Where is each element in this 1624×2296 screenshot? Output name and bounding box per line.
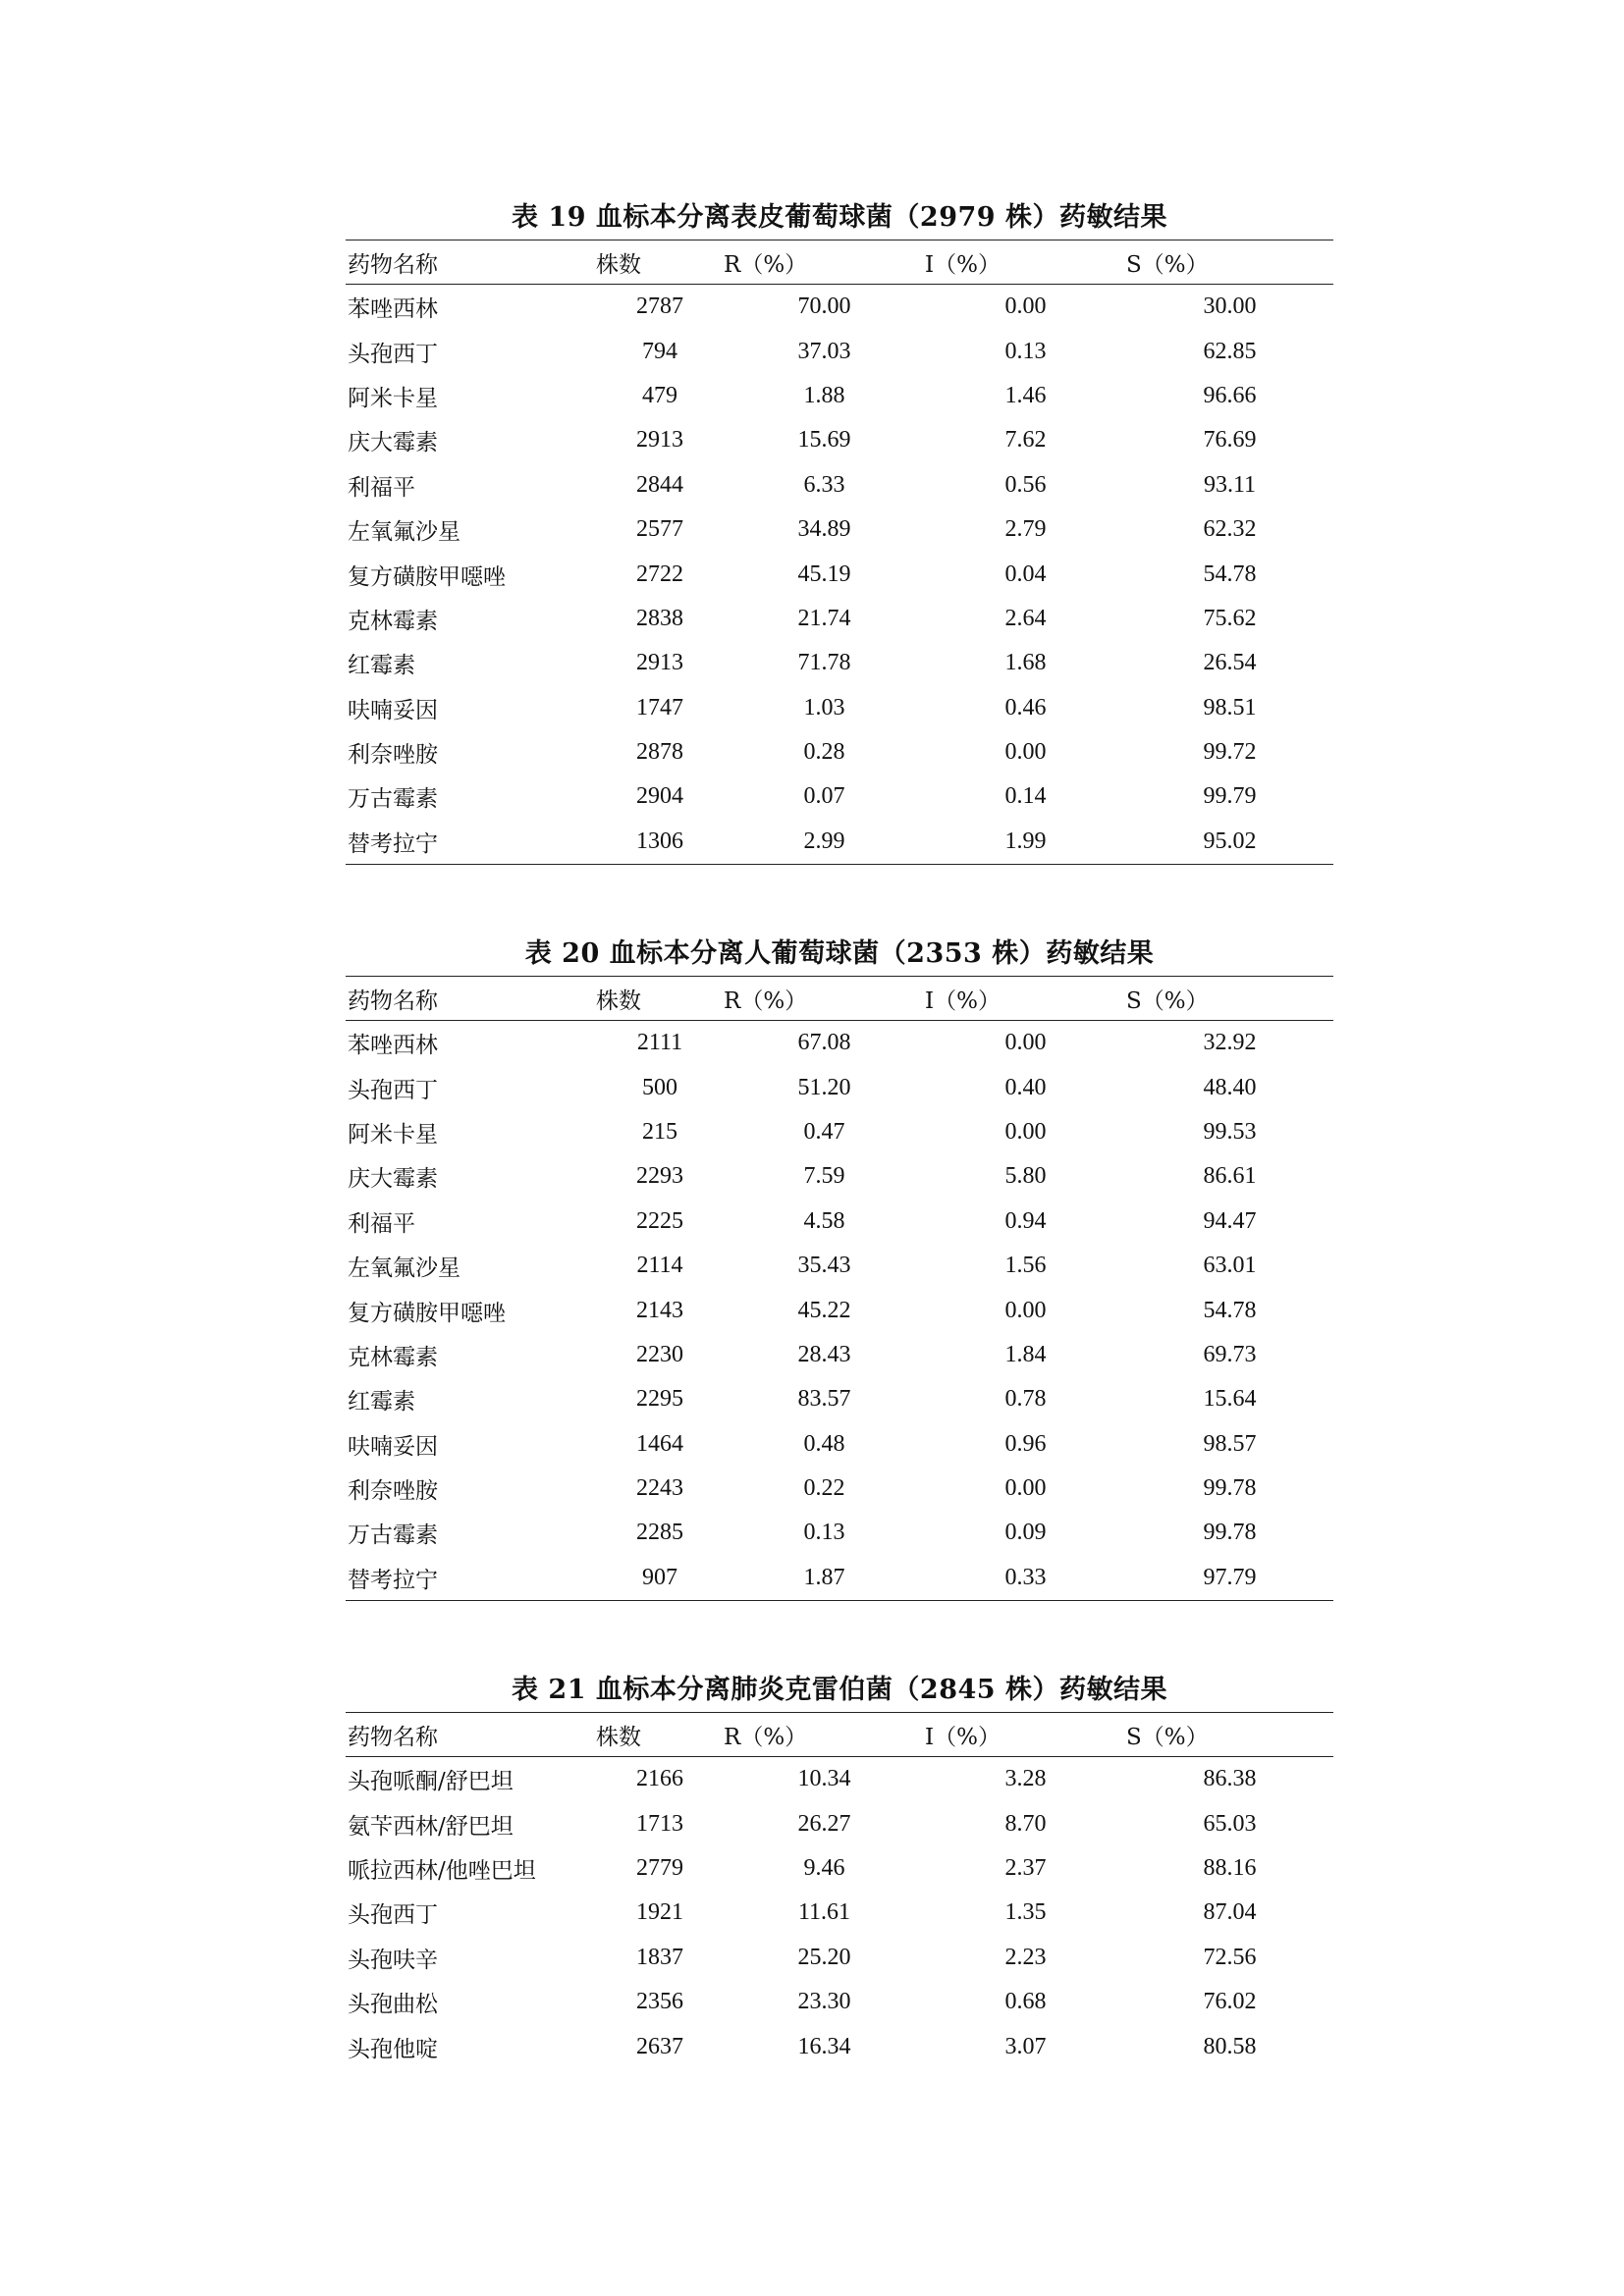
susceptible-cell: 86.61 [1203,1163,1257,1190]
susceptible-cell: 86.38 [1203,1766,1257,1792]
table-row [346,597,1333,641]
susceptible-cell: 72.56 [1203,1944,1257,1970]
count-cell: 2779 [636,1854,683,1881]
drug-name-cell: 阿米卡星 [348,385,438,411]
header-drug-name: 药物名称 [348,251,438,278]
header-resistant: R（%） [724,1724,808,1750]
intermediate-cell: 0.04 [1004,561,1047,587]
table-row [346,374,1333,418]
intermediate-cell: 5.80 [1004,1163,1047,1190]
table-row [346,1021,1333,1066]
drug-name-cell: 头孢西丁 [348,1077,438,1103]
header-resistant: R（%） [724,251,808,278]
drug-name-cell: 克林霉素 [348,608,438,634]
intermediate-cell: 0.00 [1004,1297,1047,1323]
susceptible-cell: 30.00 [1203,294,1257,320]
intermediate-cell: 2.37 [1004,1854,1047,1881]
resistant-cell: 23.30 [797,1989,851,2015]
resistant-cell: 37.03 [797,338,851,364]
susceptible-cell: 54.78 [1203,1297,1257,1323]
count-cell: 2114 [636,1253,683,1279]
susceptible-cell: 15.64 [1203,1386,1257,1413]
intermediate-cell: 1.84 [1004,1341,1047,1367]
table-row [346,1110,1333,1154]
table-row [346,1422,1333,1467]
count-cell: 2166 [636,1766,683,1792]
drug-name-cell: 利福平 [348,1210,415,1237]
count-cell: 2904 [636,783,683,810]
drug-name-cell: 利奈唑胺 [348,1478,438,1505]
susceptibility-table [346,1712,1333,2069]
count-cell: 794 [642,338,677,364]
header-drug-name: 药物名称 [348,988,438,1014]
drug-name-cell: 呋喃妥因 [348,697,438,723]
count-cell: 215 [642,1118,677,1145]
intermediate-cell: 0.14 [1004,783,1047,810]
count-cell: 2722 [636,561,683,587]
drug-name-cell: 庆大霉素 [348,1166,438,1193]
drug-name-cell: 万古霉素 [348,786,438,813]
intermediate-cell: 3.07 [1004,2033,1047,2059]
intermediate-cell: 0.00 [1004,1030,1047,1056]
count-cell: 2111 [636,1030,683,1056]
drug-name-cell: 红霉素 [348,653,415,679]
susceptible-cell: 76.69 [1203,427,1257,454]
intermediate-cell: 1.68 [1004,650,1047,676]
resistant-cell: 16.34 [797,2033,851,2059]
header-intermediate: I（%） [925,251,1001,278]
count-cell: 2838 [636,605,683,631]
table-row [346,1801,1333,1845]
intermediate-cell: 3.28 [1004,1766,1047,1792]
table-row [346,686,1333,730]
count-cell: 2285 [636,1520,683,1546]
count-cell: 2913 [636,650,683,676]
susceptible-cell: 98.51 [1203,694,1257,721]
drug-name-cell: 头孢西丁 [348,341,438,367]
intermediate-cell: 0.56 [1004,471,1047,498]
resistant-cell: 1.87 [724,1556,925,1601]
resistant-cell: 67.08 [797,1030,851,1056]
count-cell: 479 [642,382,677,408]
resistant-cell: 21.74 [797,605,851,631]
resistant-cell: 0.22 [803,1475,845,1502]
intermediate-cell: 0.78 [1004,1386,1047,1413]
table-block-20 [346,934,1333,1601]
resistant-cell: 83.57 [797,1386,851,1413]
drug-name-cell: 万古霉素 [348,1522,438,1549]
drug-name-cell: 氨苄西林/舒巴坦 [348,1813,514,1840]
header-count: 株数 [596,988,641,1014]
count-cell: 1921 [636,1899,683,1926]
count-cell: 1464 [636,1430,683,1457]
resistant-cell: 45.22 [797,1297,851,1323]
intermediate-cell: 7.62 [1004,427,1047,454]
resistant-cell: 1.88 [803,382,845,408]
drug-name-cell: 替考拉宁 [346,1556,596,1601]
intermediate-cell: 0.40 [1004,1074,1047,1100]
header-drug-name: 药物名称 [348,1724,438,1750]
drug-name-cell: 复方磺胺甲噁唑 [348,563,506,590]
drug-name-cell: 苯唑西林 [348,1033,438,1059]
resistant-cell: 0.07 [803,783,845,810]
drug-name-cell: 克林霉素 [348,1344,438,1370]
resistant-cell: 0.13 [803,1520,845,1546]
intermediate-cell: 0.00 [1004,1475,1047,1502]
header-susceptible: S（%） [1126,1724,1209,1750]
resistant-cell: 0.48 [803,1430,845,1457]
susceptible-cell: 76.02 [1203,1989,1257,2015]
susceptible-cell: 93.11 [1203,471,1257,498]
susceptible-cell: 62.32 [1203,516,1257,543]
intermediate-cell: 0.00 [1004,739,1047,766]
count-cell: 2225 [636,1207,683,1234]
intermediate-cell: 0.00 [1004,294,1047,320]
resistant-cell: 1.03 [803,694,845,721]
susceptibility-table [346,240,1333,865]
resistant-cell: 0.47 [803,1118,845,1145]
header-susceptible: S（%） [1126,251,1209,278]
count-cell: 1837 [636,1944,683,1970]
resistant-cell: 0.28 [803,739,845,766]
intermediate-cell: 2.79 [1004,516,1047,543]
drug-name-cell: 头孢呋辛 [348,1947,438,1973]
intermediate-cell: 0.96 [1004,1430,1047,1457]
susceptible-cell: 26.54 [1203,650,1257,676]
susceptible-cell: 98.57 [1203,1430,1257,1457]
intermediate-cell: 0.09 [1004,1520,1047,1546]
susceptible-cell: 97.79 [1126,1556,1333,1601]
table-row [346,1891,1333,1935]
count-cell: 500 [642,1074,677,1100]
susceptible-cell: 99.78 [1203,1520,1257,1546]
drug-name-cell: 利奈唑胺 [348,742,438,769]
header-count: 株数 [596,251,641,278]
table-row [346,1511,1333,1555]
count-cell: 2878 [636,739,683,766]
resistant-cell: 7.59 [803,1163,845,1190]
susceptible-cell: 80.58 [1203,2033,1257,2059]
count-cell: 1747 [636,694,683,721]
drug-name-cell: 头孢他啶 [348,2036,438,2062]
drug-name-cell: 头孢西丁 [348,1902,438,1929]
table-title: 表 19 血标本分离表皮葡萄球菌（2979 株）药敏结果 [512,202,1167,233]
susceptible-cell: 88.16 [1203,1854,1257,1881]
table-row [346,552,1333,596]
intermediate-cell: 0.94 [1004,1207,1047,1234]
resistant-cell: 15.69 [797,427,851,454]
table-row [346,1936,1333,1980]
table-row [346,1288,1333,1332]
table-row [346,774,1333,819]
header-intermediate: I（%） [925,988,1001,1014]
table-header-row [346,240,1333,285]
susceptible-cell: 99.53 [1203,1118,1257,1145]
table-title: 表 20 血标本分离人葡萄球菌（2353 株）药敏结果 [524,938,1155,969]
table-header-row [346,977,1333,1021]
resistant-cell: 51.20 [797,1074,851,1100]
table-row [346,1980,1333,2024]
header-resistant: R（%） [724,988,808,1014]
count-cell: 2787 [636,294,683,320]
susceptible-cell: 65.03 [1203,1810,1257,1837]
drug-name-cell: 呋喃妥因 [348,1433,438,1460]
table-row [346,1757,1333,1802]
drug-name-cell: 阿米卡星 [348,1121,438,1148]
count-cell: 1306 [596,820,724,865]
table-row [346,730,1333,774]
drug-name-cell: 苯唑西林 [348,296,438,323]
count-cell: 907 [596,1556,724,1601]
resistant-cell: 34.89 [797,516,851,543]
resistant-cell: 9.46 [803,1854,845,1881]
table-row [346,1333,1333,1377]
table-row [346,1467,1333,1511]
count-cell: 2356 [636,1989,683,2015]
table-block-21 [346,1671,1333,2069]
table-row [346,1846,1333,1891]
resistant-cell: 25.20 [797,1944,851,1970]
table-row [346,820,1333,865]
drug-name-cell: 头孢哌酮/舒巴坦 [348,1769,514,1795]
table-row [346,329,1333,373]
table-row [346,641,1333,685]
table-header-row [346,1713,1333,1757]
drug-name-cell: 头孢曲松 [348,1992,438,2018]
susceptible-cell: 95.02 [1126,820,1333,865]
resistant-cell: 26.27 [797,1810,851,1837]
drug-name-cell: 庆大霉素 [348,430,438,456]
resistant-cell: 45.19 [797,561,851,587]
table-row [346,1244,1333,1288]
intermediate-cell: 2.64 [1004,605,1047,631]
count-cell: 2913 [636,427,683,454]
intermediate-cell: 1.56 [1004,1253,1047,1279]
table-row [346,1377,1333,1421]
table-row [346,507,1333,552]
drug-name-cell: 复方磺胺甲噁唑 [348,1300,506,1326]
intermediate-cell: 8.70 [1004,1810,1047,1837]
susceptible-cell: 96.66 [1203,382,1257,408]
intermediate-cell: 0.46 [1004,694,1047,721]
resistant-cell: 35.43 [797,1253,851,1279]
count-cell: 2230 [636,1341,683,1367]
header-count: 株数 [596,1724,641,1750]
header-intermediate: I（%） [925,1724,1001,1750]
susceptible-cell: 54.78 [1203,561,1257,587]
drug-name-cell: 左氧氟沙星 [348,1255,460,1282]
resistant-cell: 71.78 [797,650,851,676]
table-row [346,2024,1333,2068]
drug-name-cell: 替考拉宁 [346,820,596,865]
resistant-cell: 10.34 [797,1766,851,1792]
resistant-cell: 2.99 [724,820,925,865]
resistant-cell: 70.00 [797,294,851,320]
drug-name-cell: 左氧氟沙星 [348,519,460,546]
intermediate-cell: 0.13 [1004,338,1047,364]
table-row [346,1154,1333,1199]
susceptible-cell: 69.73 [1203,1341,1257,1367]
susceptible-cell: 99.72 [1203,739,1257,766]
table-row [346,285,1333,330]
table-title: 表 21 血标本分离肺炎克雷伯菌（2845 株）药敏结果 [512,1675,1167,1705]
count-cell: 1713 [636,1810,683,1837]
count-cell: 2844 [636,471,683,498]
intermediate-cell: 2.23 [1004,1944,1047,1970]
resistant-cell: 6.33 [803,471,845,498]
susceptibility-table [346,976,1333,1601]
intermediate-cell: 0.00 [1004,1118,1047,1145]
count-cell: 2243 [636,1475,683,1502]
table-row [346,418,1333,462]
intermediate-cell: 1.35 [1004,1899,1047,1926]
table-row [346,1556,1333,1601]
table-row [346,1065,1333,1109]
drug-name-cell: 红霉素 [348,1389,415,1415]
count-cell: 2293 [636,1163,683,1190]
susceptible-cell: 48.40 [1203,1074,1257,1100]
resistant-cell: 11.61 [797,1899,851,1926]
susceptible-cell: 63.01 [1203,1253,1257,1279]
susceptible-cell: 87.04 [1203,1899,1257,1926]
intermediate-cell: 1.99 [925,820,1126,865]
susceptible-cell: 94.47 [1203,1207,1257,1234]
table-block-19 [346,198,1333,865]
intermediate-cell: 0.68 [1004,1989,1047,2015]
intermediate-cell: 0.33 [925,1556,1126,1601]
drug-name-cell: 哌拉西林/他唑巴坦 [348,1857,536,1884]
count-cell: 2637 [636,2033,683,2059]
count-cell: 2577 [636,516,683,543]
susceptible-cell: 32.92 [1203,1030,1257,1056]
header-susceptible: S（%） [1126,988,1209,1014]
susceptible-cell: 99.78 [1203,1475,1257,1502]
susceptible-cell: 75.62 [1203,605,1257,631]
table-row [346,1200,1333,1244]
count-cell: 2143 [636,1297,683,1323]
resistant-cell: 28.43 [797,1341,851,1367]
intermediate-cell: 1.46 [1004,382,1047,408]
table-row [346,463,1333,507]
resistant-cell: 4.58 [803,1207,845,1234]
drug-name-cell: 利福平 [348,474,415,501]
susceptible-cell: 62.85 [1203,338,1257,364]
susceptible-cell: 99.79 [1203,783,1257,810]
count-cell: 2295 [636,1386,683,1413]
